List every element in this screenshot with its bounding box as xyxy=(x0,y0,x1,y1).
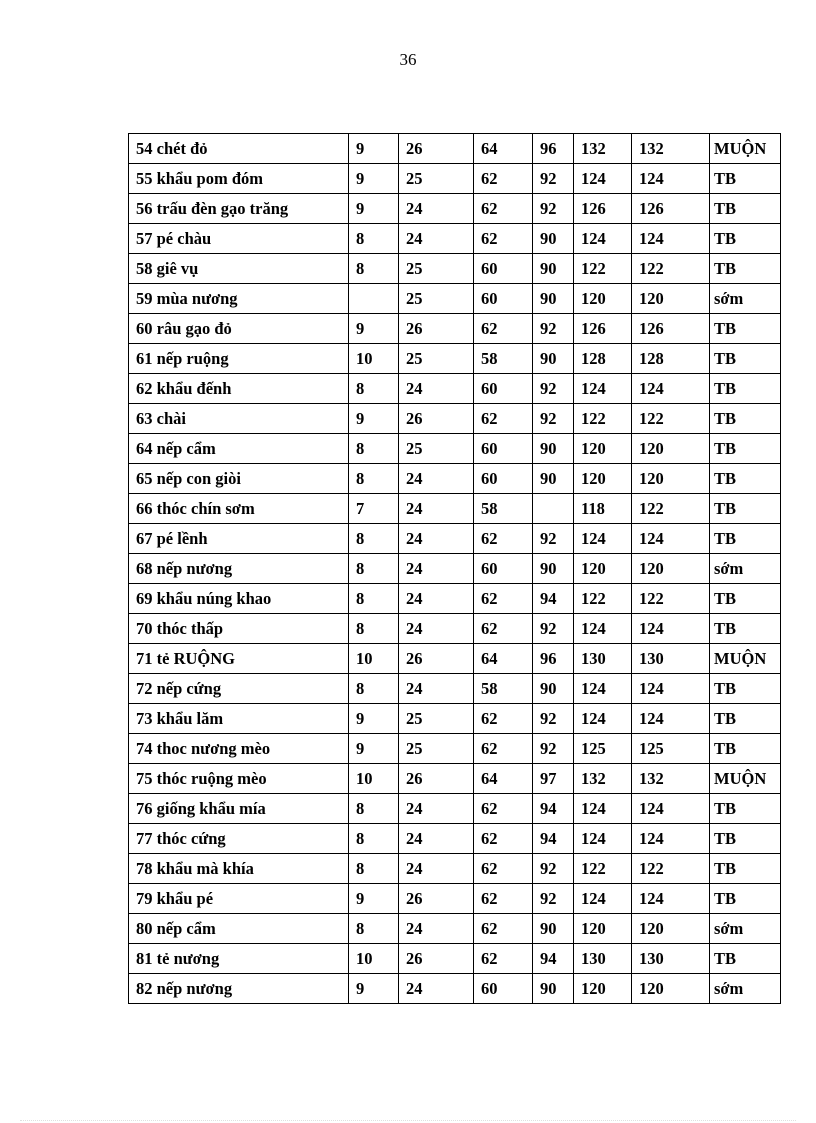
variety-name-cell: 76 giống khẩu mía xyxy=(129,794,349,824)
variety-name-cell: 70 thóc thấp xyxy=(129,614,349,644)
value-cell-5: 124 xyxy=(574,884,632,914)
table-row xyxy=(129,224,781,254)
value-cell-4: 94 xyxy=(533,794,574,824)
value-cell-3: 62 xyxy=(474,584,533,614)
table-row xyxy=(129,524,781,554)
table-row xyxy=(129,164,781,194)
value-cell-6: 124 xyxy=(632,884,710,914)
value-cell-5: 122 xyxy=(574,854,632,884)
table-row xyxy=(129,884,781,914)
variety-name-cell: 69 khẩu núng khao xyxy=(129,584,349,614)
value-cell-1: 8 xyxy=(349,224,399,254)
table-row xyxy=(129,404,781,434)
value-cell-3: 60 xyxy=(474,374,533,404)
value-cell-3: 58 xyxy=(474,344,533,374)
value-cell-1: 8 xyxy=(349,674,399,704)
value-cell-3: 62 xyxy=(474,524,533,554)
value-cell-6: 120 xyxy=(632,914,710,944)
value-cell-6: 120 xyxy=(632,554,710,584)
value-cell-4 xyxy=(533,494,574,524)
value-cell-6: 132 xyxy=(632,764,710,794)
value-cell-6: 122 xyxy=(632,854,710,884)
value-cell-3: 58 xyxy=(474,494,533,524)
value-cell-5: 130 xyxy=(574,944,632,974)
value-cell-1: 8 xyxy=(349,584,399,614)
value-cell-2: 26 xyxy=(399,644,474,674)
value-cell-4: 92 xyxy=(533,164,574,194)
variety-name-cell: 74 thoc nương mèo xyxy=(129,734,349,764)
value-cell-4: 92 xyxy=(533,704,574,734)
table-row xyxy=(129,134,781,164)
variety-name-cell: 60 râu gạo đỏ xyxy=(129,314,349,344)
maturity-class-cell: TB xyxy=(710,494,781,524)
value-cell-2: 24 xyxy=(399,854,474,884)
maturity-class-cell: TB xyxy=(710,944,781,974)
table-row xyxy=(129,434,781,464)
value-cell-6: 124 xyxy=(632,224,710,254)
value-cell-1: 8 xyxy=(349,614,399,644)
maturity-class-cell: TB xyxy=(710,584,781,614)
value-cell-6: 122 xyxy=(632,404,710,434)
value-cell-1: 9 xyxy=(349,314,399,344)
value-cell-4: 92 xyxy=(533,524,574,554)
value-cell-2: 24 xyxy=(399,374,474,404)
value-cell-3: 62 xyxy=(474,944,533,974)
value-cell-6: 120 xyxy=(632,974,710,1004)
table-row xyxy=(129,974,781,1004)
value-cell-5: 120 xyxy=(574,464,632,494)
value-cell-1: 7 xyxy=(349,494,399,524)
variety-name-cell: 59 mùa nương xyxy=(129,284,349,314)
table-row xyxy=(129,584,781,614)
value-cell-3: 62 xyxy=(474,794,533,824)
table-row xyxy=(129,824,781,854)
maturity-class-cell: TB xyxy=(710,374,781,404)
value-cell-6: 125 xyxy=(632,734,710,764)
value-cell-4: 92 xyxy=(533,614,574,644)
value-cell-5: 120 xyxy=(574,554,632,584)
value-cell-6: 124 xyxy=(632,674,710,704)
value-cell-1: 8 xyxy=(349,914,399,944)
value-cell-3: 62 xyxy=(474,404,533,434)
value-cell-5: 120 xyxy=(574,914,632,944)
value-cell-3: 62 xyxy=(474,914,533,944)
value-cell-1: 8 xyxy=(349,854,399,884)
value-cell-4: 92 xyxy=(533,374,574,404)
value-cell-2: 24 xyxy=(399,824,474,854)
value-cell-5: 122 xyxy=(574,404,632,434)
value-cell-4: 96 xyxy=(533,134,574,164)
maturity-class-cell: TB xyxy=(710,464,781,494)
value-cell-2: 24 xyxy=(399,794,474,824)
value-cell-5: 124 xyxy=(574,224,632,254)
variety-name-cell: 68 nếp nương xyxy=(129,554,349,584)
value-cell-3: 62 xyxy=(474,314,533,344)
value-cell-5: 124 xyxy=(574,374,632,404)
value-cell-6: 124 xyxy=(632,704,710,734)
table-row xyxy=(129,314,781,344)
table-row xyxy=(129,764,781,794)
value-cell-3: 62 xyxy=(474,614,533,644)
variety-name-cell: 64 nếp cẩm xyxy=(129,434,349,464)
value-cell-5: 128 xyxy=(574,344,632,374)
value-cell-4: 90 xyxy=(533,914,574,944)
value-cell-4: 90 xyxy=(533,344,574,374)
variety-name-cell: 66 thóc chín sơm xyxy=(129,494,349,524)
value-cell-4: 90 xyxy=(533,434,574,464)
value-cell-5: 126 xyxy=(574,194,632,224)
table-body xyxy=(129,134,781,1004)
value-cell-2: 25 xyxy=(399,704,474,734)
value-cell-3: 62 xyxy=(474,164,533,194)
table-row xyxy=(129,674,781,704)
value-cell-6: 124 xyxy=(632,374,710,404)
value-cell-1: 8 xyxy=(349,464,399,494)
maturity-class-cell: TB xyxy=(710,404,781,434)
value-cell-4: 92 xyxy=(533,854,574,884)
value-cell-1: 8 xyxy=(349,374,399,404)
value-cell-3: 60 xyxy=(474,554,533,584)
variety-name-cell: 79 khẩu pé xyxy=(129,884,349,914)
maturity-class-cell: TB xyxy=(710,734,781,764)
table-row xyxy=(129,854,781,884)
table-row xyxy=(129,704,781,734)
value-cell-6: 124 xyxy=(632,794,710,824)
value-cell-4: 90 xyxy=(533,464,574,494)
value-cell-2: 24 xyxy=(399,464,474,494)
table-row xyxy=(129,194,781,224)
value-cell-6: 124 xyxy=(632,524,710,554)
value-cell-3: 62 xyxy=(474,194,533,224)
variety-name-cell: 75 thóc ruộng mèo xyxy=(129,764,349,794)
maturity-class-cell: TB xyxy=(710,794,781,824)
maturity-class-cell: TB xyxy=(710,434,781,464)
value-cell-4: 92 xyxy=(533,884,574,914)
value-cell-2: 25 xyxy=(399,254,474,284)
maturity-class-cell: MUỘN xyxy=(710,644,781,674)
variety-name-cell: 73 khẩu lăm xyxy=(129,704,349,734)
variety-name-cell: 62 khẩu đếnh xyxy=(129,374,349,404)
maturity-class-cell: TB xyxy=(710,164,781,194)
value-cell-2: 24 xyxy=(399,494,474,524)
value-cell-3: 62 xyxy=(474,704,533,734)
value-cell-6: 122 xyxy=(632,494,710,524)
table-row xyxy=(129,344,781,374)
value-cell-5: 130 xyxy=(574,644,632,674)
value-cell-3: 62 xyxy=(474,824,533,854)
maturity-class-cell: TB xyxy=(710,824,781,854)
value-cell-1: 8 xyxy=(349,794,399,824)
table-row xyxy=(129,734,781,764)
value-cell-2: 25 xyxy=(399,164,474,194)
maturity-class-cell: sớm xyxy=(710,554,781,584)
table-row xyxy=(129,374,781,404)
value-cell-5: 124 xyxy=(574,614,632,644)
value-cell-5: 132 xyxy=(574,764,632,794)
variety-name-cell: 71 tẻ RUỘNG xyxy=(129,644,349,674)
value-cell-1: 10 xyxy=(349,344,399,374)
value-cell-5: 120 xyxy=(574,434,632,464)
maturity-class-cell: sớm xyxy=(710,914,781,944)
value-cell-6: 128 xyxy=(632,344,710,374)
maturity-class-cell: MUỘN xyxy=(710,134,781,164)
table-row xyxy=(129,254,781,284)
value-cell-2: 25 xyxy=(399,284,474,314)
variety-name-cell: 80 nếp cẩm xyxy=(129,914,349,944)
value-cell-4: 92 xyxy=(533,404,574,434)
value-cell-4: 90 xyxy=(533,254,574,284)
value-cell-2: 24 xyxy=(399,584,474,614)
value-cell-2: 25 xyxy=(399,734,474,764)
variety-name-cell: 63 chài xyxy=(129,404,349,434)
value-cell-2: 25 xyxy=(399,344,474,374)
value-cell-1: 10 xyxy=(349,644,399,674)
value-cell-4: 92 xyxy=(533,314,574,344)
page-number: 36 xyxy=(399,50,417,69)
value-cell-4: 94 xyxy=(533,944,574,974)
value-cell-1: 9 xyxy=(349,164,399,194)
value-cell-1: 8 xyxy=(349,434,399,464)
value-cell-4: 96 xyxy=(533,644,574,674)
variety-name-cell: 56 trấu đèn gạo trăng xyxy=(129,194,349,224)
value-cell-1: 9 xyxy=(349,704,399,734)
maturity-class-cell: TB xyxy=(710,254,781,284)
value-cell-1: 9 xyxy=(349,884,399,914)
variety-name-cell: 57 pé chàu xyxy=(129,224,349,254)
value-cell-4: 90 xyxy=(533,974,574,1004)
value-cell-5: 124 xyxy=(574,794,632,824)
variety-name-cell: 55 khẩu pom đóm xyxy=(129,164,349,194)
table-row xyxy=(129,494,781,524)
maturity-class-cell: TB xyxy=(710,194,781,224)
value-cell-2: 24 xyxy=(399,914,474,944)
value-cell-4: 92 xyxy=(533,194,574,224)
value-cell-6: 124 xyxy=(632,614,710,644)
value-cell-1: 9 xyxy=(349,404,399,434)
value-cell-2: 24 xyxy=(399,614,474,644)
value-cell-4: 94 xyxy=(533,584,574,614)
value-cell-5: 124 xyxy=(574,674,632,704)
value-cell-6: 124 xyxy=(632,164,710,194)
maturity-class-cell: TB xyxy=(710,854,781,884)
value-cell-4: 90 xyxy=(533,554,574,584)
value-cell-5: 126 xyxy=(574,314,632,344)
variety-name-cell: 54 chét đỏ xyxy=(129,134,349,164)
value-cell-2: 26 xyxy=(399,404,474,434)
value-cell-3: 58 xyxy=(474,674,533,704)
rice-varieties-table xyxy=(128,133,781,1004)
value-cell-3: 62 xyxy=(474,854,533,884)
value-cell-5: 132 xyxy=(574,134,632,164)
value-cell-1: 8 xyxy=(349,524,399,554)
value-cell-6: 122 xyxy=(632,254,710,284)
table-row xyxy=(129,614,781,644)
table-row xyxy=(129,554,781,584)
value-cell-5: 118 xyxy=(574,494,632,524)
maturity-class-cell: TB xyxy=(710,344,781,374)
value-cell-1 xyxy=(349,284,399,314)
value-cell-5: 125 xyxy=(574,734,632,764)
value-cell-2: 26 xyxy=(399,764,474,794)
maturity-class-cell: TB xyxy=(710,704,781,734)
value-cell-5: 122 xyxy=(574,254,632,284)
value-cell-6: 126 xyxy=(632,314,710,344)
variety-name-cell: 61 nếp ruộng xyxy=(129,344,349,374)
value-cell-6: 126 xyxy=(632,194,710,224)
value-cell-4: 97 xyxy=(533,764,574,794)
value-cell-3: 64 xyxy=(474,134,533,164)
value-cell-5: 124 xyxy=(574,824,632,854)
value-cell-6: 120 xyxy=(632,434,710,464)
value-cell-2: 24 xyxy=(399,674,474,704)
value-cell-6: 124 xyxy=(632,824,710,854)
value-cell-5: 124 xyxy=(574,704,632,734)
maturity-class-cell: TB xyxy=(710,524,781,554)
value-cell-3: 60 xyxy=(474,434,533,464)
value-cell-1: 8 xyxy=(349,554,399,584)
value-cell-3: 60 xyxy=(474,284,533,314)
value-cell-1: 9 xyxy=(349,194,399,224)
value-cell-1: 9 xyxy=(349,134,399,164)
table-row xyxy=(129,914,781,944)
value-cell-2: 26 xyxy=(399,884,474,914)
maturity-class-cell: MUỘN xyxy=(710,764,781,794)
table-row xyxy=(129,644,781,674)
value-cell-3: 60 xyxy=(474,974,533,1004)
value-cell-2: 24 xyxy=(399,224,474,254)
value-cell-6: 122 xyxy=(632,584,710,614)
maturity-class-cell: TB xyxy=(710,614,781,644)
value-cell-5: 124 xyxy=(574,524,632,554)
value-cell-2: 24 xyxy=(399,554,474,584)
value-cell-4: 92 xyxy=(533,734,574,764)
value-cell-6: 120 xyxy=(632,464,710,494)
value-cell-2: 26 xyxy=(399,314,474,344)
value-cell-3: 64 xyxy=(474,644,533,674)
value-cell-2: 24 xyxy=(399,524,474,554)
variety-name-cell: 81 tẻ nương xyxy=(129,944,349,974)
table-row xyxy=(129,794,781,824)
maturity-class-cell: TB xyxy=(710,674,781,704)
value-cell-4: 90 xyxy=(533,224,574,254)
maturity-class-cell: TB xyxy=(710,884,781,914)
maturity-class-cell: sớm xyxy=(710,974,781,1004)
variety-name-cell: 78 khẩu mà khía xyxy=(129,854,349,884)
variety-name-cell: 58 giê vụ xyxy=(129,254,349,284)
table-row xyxy=(129,944,781,974)
maturity-class-cell: TB xyxy=(710,314,781,344)
value-cell-2: 24 xyxy=(399,974,474,1004)
value-cell-6: 132 xyxy=(632,134,710,164)
value-cell-1: 8 xyxy=(349,824,399,854)
value-cell-3: 62 xyxy=(474,224,533,254)
maturity-class-cell: TB xyxy=(710,224,781,254)
value-cell-3: 60 xyxy=(474,464,533,494)
value-cell-3: 62 xyxy=(474,884,533,914)
variety-name-cell: 72 nếp cứng xyxy=(129,674,349,704)
variety-name-cell: 65 nếp con giòi xyxy=(129,464,349,494)
value-cell-6: 120 xyxy=(632,284,710,314)
value-cell-6: 130 xyxy=(632,944,710,974)
value-cell-5: 122 xyxy=(574,584,632,614)
variety-name-cell: 82 nếp nương xyxy=(129,974,349,1004)
value-cell-4: 90 xyxy=(533,674,574,704)
variety-name-cell: 77 thóc cứng xyxy=(129,824,349,854)
value-cell-1: 10 xyxy=(349,764,399,794)
value-cell-3: 60 xyxy=(474,254,533,284)
table-row xyxy=(129,464,781,494)
value-cell-1: 9 xyxy=(349,734,399,764)
value-cell-6: 130 xyxy=(632,644,710,674)
footer-divider xyxy=(20,1120,796,1121)
value-cell-5: 120 xyxy=(574,974,632,1004)
maturity-class-cell: sớm xyxy=(710,284,781,314)
value-cell-3: 62 xyxy=(474,734,533,764)
value-cell-1: 9 xyxy=(349,974,399,1004)
value-cell-2: 26 xyxy=(399,944,474,974)
value-cell-1: 10 xyxy=(349,944,399,974)
value-cell-2: 26 xyxy=(399,134,474,164)
value-cell-2: 24 xyxy=(399,194,474,224)
value-cell-2: 25 xyxy=(399,434,474,464)
value-cell-1: 8 xyxy=(349,254,399,284)
variety-name-cell: 67 pé lềnh xyxy=(129,524,349,554)
value-cell-5: 120 xyxy=(574,284,632,314)
value-cell-4: 94 xyxy=(533,824,574,854)
value-cell-4: 90 xyxy=(533,284,574,314)
value-cell-3: 64 xyxy=(474,764,533,794)
value-cell-5: 124 xyxy=(574,164,632,194)
table-row xyxy=(129,284,781,314)
